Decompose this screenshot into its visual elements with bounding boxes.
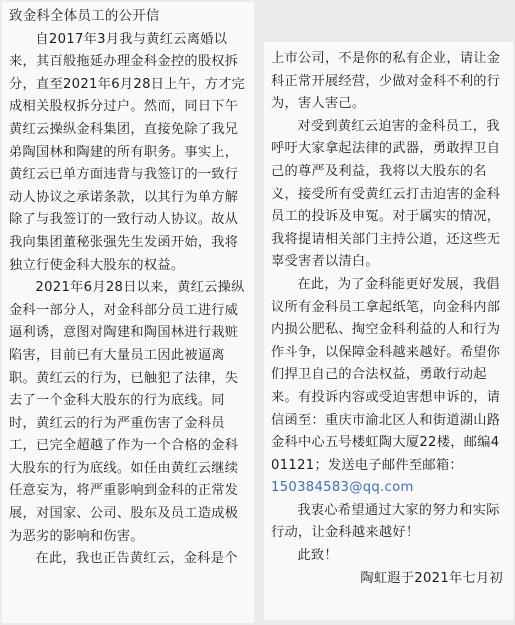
letter-title: 致金科全体员工的公开信 — [9, 9, 160, 24]
letter-closing: 此致！ — [297, 548, 338, 564]
letter-paragraph-5 — [271, 274, 507, 477]
letter-page-left — [2, 2, 254, 623]
letter-paragraph-continued: 上市公司，不是你的私有企业，请让金科正常开展经营，少做对金科不利的行为，害人害己。 — [271, 51, 501, 112]
letter-signature: 陶虹遐于2021年七月初 — [360, 570, 503, 586]
letter-paragraph-1: 自2017年3月我与黄红云离婚以来，其百般拖延办理金科金控的股权拆分，直至2021年6月28日上午，方才完成相关股权拆分过户。然而，同日下午黄红云操纵金科集团，直接免除了我兄弟陶国林和陶建的所有职务。事实上，黄红云已单方面违背与我签订的一致行动人协议之承诺条款，以其行为单方解除了与我签订的一致行动人协议。故从我向集团董秘张强先生发函开始，我将独立行使金科大股东的权益。 — [9, 31, 246, 273]
letter-paragraph-6: 我衷心希望通过大家的努力和实际行动，让金科越来越好！ — [271, 502, 500, 541]
letter-paragraph-2: 2021年6月28日以来，黄红云操纵金科一部分人，对金科部分员工进行威逼利诱，意图对陶建和陶国林进行栽赃陷害，目前已有大量员工因此被逼离职。黄红云的行为，已触犯了法律，失去了一个金科大股东的行为底线。同时，黄红云的行为严重伤害了金科员工，已完全超越了作为一个合格的金科大股东的行为底线。如任由黄红云继续任意妄为，将严重影响到金科的正常发展，对国家、公司、股东及员工造成极为恶劣的影响和伤害。 — [9, 280, 245, 544]
letter-paragraph-5-text: 在此，为了金科能更好发展，我倡议所有金科员工拿起纸笔，向金科内部内损公肥私、掏空金科利益的人和行为作斗争，以保障金科越来越好。希望你们捍卫自己的合法权益，勇敢行动起来。有投诉内容或受迫害想申诉的，请信函至：重庆市渝北区人和街道湖山路金科中心五号楼虹陶大厦22楼，邮编401121；发送电子邮件至邮箱： — [271, 276, 501, 473]
email-line — [271, 477, 507, 500]
letter-page-right — [264, 42, 513, 620]
email-link[interactable]: 150384583@qq.com — [271, 480, 414, 496]
letter-paragraph-3: 在此，我也正告黄红云，金科是个 — [35, 551, 238, 567]
letter-paragraph-4: 对受到黄红云迫害的金科员工，我呼吁大家拿起法律的武器，勇敢捍卫自己的尊严及利益，我将以大股东的名义，接受所有受黄红云打击迫害的金科员工的投诉及申冤。对于属实的情况，我将提请相关部门主持公道，还这些无辜受害者以清白。 — [271, 118, 501, 270]
